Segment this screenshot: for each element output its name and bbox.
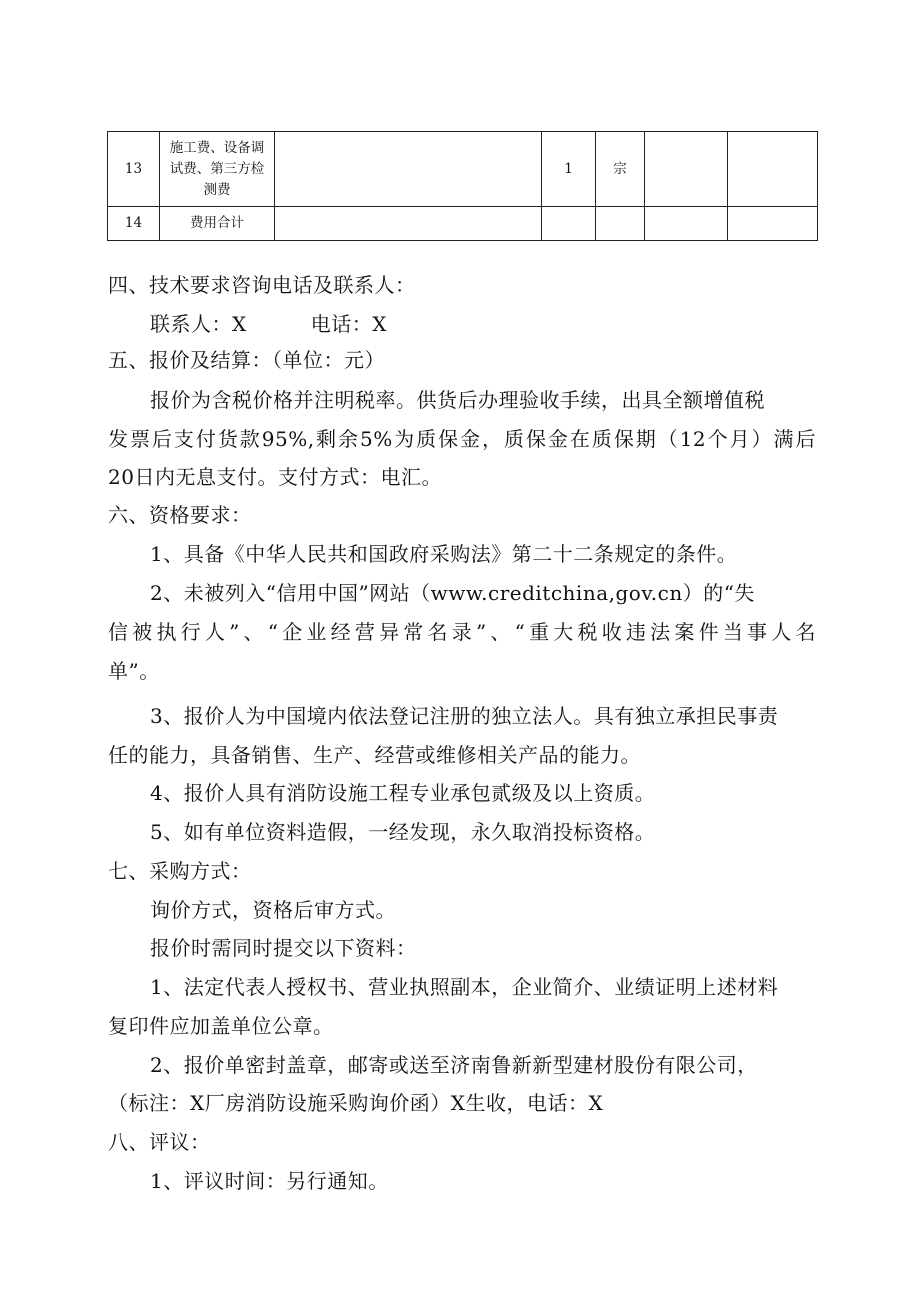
item-unit: [596, 207, 645, 241]
payment-text-line: 20日内无息支付。支付方式：电汇。: [108, 465, 442, 489]
item-qty: 1: [542, 132, 596, 207]
section-6-heading: 六、资格要求：: [108, 503, 252, 527]
item-name: [160, 132, 275, 207]
qualification-item-2-line: 单”。: [108, 659, 160, 683]
item-price: [645, 207, 728, 241]
review-item-1: 1、评议时间：另行通知。: [150, 1169, 389, 1193]
item-total: [728, 207, 818, 241]
table-row: [108, 207, 818, 241]
item-qty: [542, 207, 596, 241]
section-7-heading: 七、采购方式：: [108, 859, 252, 883]
submit-intro: 报价时需同时提交以下资料：: [150, 936, 417, 960]
submit-item-1-line: 复印件应加盖单位公章。: [108, 1014, 334, 1038]
item-name-line: 试费、第三方检: [169, 160, 265, 177]
qualification-item-5: 5、如有单位资料造假，一经发现，永久取消投标资格。: [150, 820, 656, 844]
submit-item-2-line: （标注：X厂房消防设施采购询价函）X生收，电话：X: [108, 1091, 604, 1115]
submit-item-2-line: 2、报价单密封盖章，邮寄或送至济南鲁新新型建材股份有限公司，: [150, 1053, 758, 1077]
contact-line: [0, 309, 920, 339]
qualification-item-2-line: 信被执行人”、“企业经营异常名录”、“重大税收违法案件当事人名: [108, 620, 816, 644]
item-name-line: 测费: [203, 181, 231, 198]
section-8-heading: 八、评议：: [108, 1130, 211, 1154]
item-unit: 宗: [596, 132, 645, 207]
contact-person: 联系人：X: [150, 312, 247, 336]
item-name: 费用合计: [160, 207, 275, 241]
qualification-item-1: 1、具备《中华人民共和国政府采购法》第二十二条规定的条件。: [150, 542, 738, 566]
qualification-item-2-line: 2、未被列入“信用中国”网站（www.creditchina,gov.cn）的“失: [150, 581, 755, 605]
qualification-item-3-line: 任的能力，具备销售、生产、经营或维修相关产品的能力。: [108, 743, 641, 767]
row-number: 14: [108, 207, 160, 241]
qualification-item-3-line: 3、报价人为中国境内依法登记注册的独立法人。具有独立承担民事责: [150, 704, 779, 728]
item-total: [728, 132, 818, 207]
payment-text-line: 报价为含税价格并注明税率。供货后办理验收手续，出具全额增值税: [150, 388, 765, 412]
submit-item-1-line: 1、法定代表人授权书、营业执照副本，企业简介、业绩证明上述材料: [150, 975, 779, 999]
item-name-line: 施工费、设备调: [169, 139, 265, 156]
row-number: 13: [108, 132, 160, 207]
item-spec: [275, 207, 542, 241]
section-5-heading: 五、报价及结算：（单位：元）: [108, 348, 385, 372]
table-row: [108, 132, 818, 207]
section-4-heading: 四、技术要求咨询电话及联系人：: [108, 273, 416, 297]
price-table: [107, 131, 818, 241]
item-price: [645, 132, 728, 207]
contact-phone: 电话：X: [310, 312, 387, 336]
procurement-method: 询价方式，资格后审方式。: [150, 898, 396, 922]
qualification-item-4: 4、报价人具有消防设施工程专业承包贰级及以上资质。: [150, 781, 656, 805]
item-spec: [275, 132, 542, 207]
payment-text-line: 发票后支付货款95%,剩余5%为质保金，质保金在质保期（12个月）满后: [108, 427, 816, 451]
